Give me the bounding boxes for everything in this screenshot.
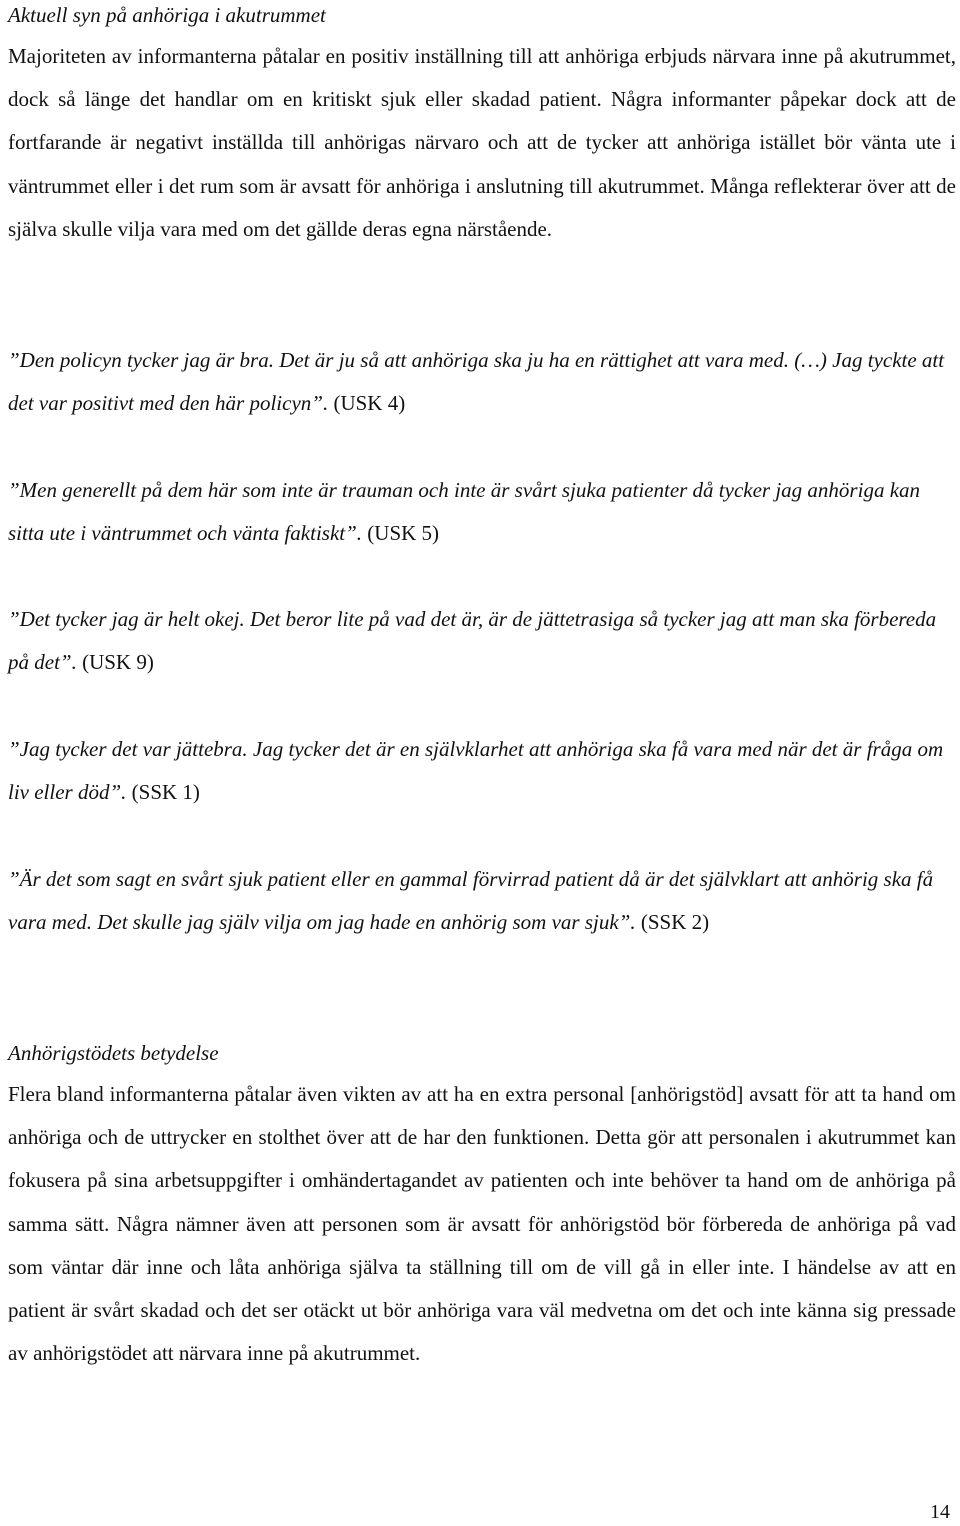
page-number: 14 [930, 1501, 950, 1523]
section-heading-relative-support: Anhörigstödets betydelse [8, 1041, 219, 1065]
quote-text: ”Jag tycker det var jättebra. Jag tycker det är en självklarhet att anhöriga ska få vara med när det är fråga om liv eller död”. [8, 737, 944, 804]
quote-text: ”Är det som sagt en svårt sjuk patient eller en gammal förvirrad patient då är det självklart att anhörig ska få vara med. Det skulle jag själv vilja om jag hade en anhörig som var sjuk”. [8, 867, 934, 934]
interview-quote [8, 598, 956, 684]
body-paragraph-current-view: Majoriteten av informanterna påtalar en positiv inställning till att anhöriga erbjuds närvara inne på akutrummet, dock så länge det handlar om en kritiskt sjuk eller skadad patient. Några informanter påpekar dock att de fortfarande är negativt inställda till anhörigas närvaro och att de tycker att anhöriga istället bör vänta ute i väntrummet eller i det rum som är avsatt för anhöriga i anslutning till akutrummet. Många reflekterar över att de själva skulle vilja vara med om det gällde deras egna närstående. [8, 44, 956, 241]
quote-text: ”Det tycker jag är helt okej. Det beror lite på vad det är, är de jättetrasiga så tycker jag att man ska förbereda på det”. [8, 607, 937, 674]
quote-source: (SSK 2) [635, 910, 710, 934]
interview-quote [8, 728, 956, 814]
quote-source: (USK 5) [362, 521, 440, 545]
section-heading-current-view: Aktuell syn på anhöriga i akutrummet [8, 3, 326, 27]
quote-text: ”Den policyn tycker jag är bra. Det är ju så att anhöriga ska ju ha en rättighet att vara med. (…) Jag tyckte att det var positivt med den här policyn”. [8, 348, 945, 415]
body-paragraph-relative-support: Flera bland informanterna påtalar även vikten av att ha en extra personal [anhörigstöd] avsatt för att ta hand om anhöriga och de uttrycker en stolthet över att de har den funktionen. Detta gör att personalen i akutrummet kan fokusera på sina arbetsuppgifter i omhändertagandet av patienten och inte behöver ta hand om de anhöriga på samma sätt. Några nämner även att personen som är avsatt för anhörigstöd bör förbereda de anhöriga på vad som väntar där inne och låta anhöriga själva ta ställning till om de vill gå in eller inte. I händelse av att en patient är svårt skadad och det ser otäckt ut bör anhöriga vara väl medvetna om det och inte känna sig pressade av anhörigstödet att närvara inne på akutrummet. [8, 1082, 956, 1366]
quote-text: ”Men generellt på dem här som inte är trauman och inte är svårt sjuka patienter då tycker jag anhöriga kan sitta ute i väntrummet och vänta faktiskt”. [8, 478, 921, 545]
quote-source: (USK 9) [76, 650, 154, 674]
document-page [8, 0, 956, 1526]
interview-quote [8, 469, 956, 555]
quote-source: (SSK 1) [126, 780, 200, 804]
quote-source: (USK 4) [328, 391, 406, 415]
interview-quote [8, 858, 956, 944]
interview-quote [8, 339, 956, 425]
